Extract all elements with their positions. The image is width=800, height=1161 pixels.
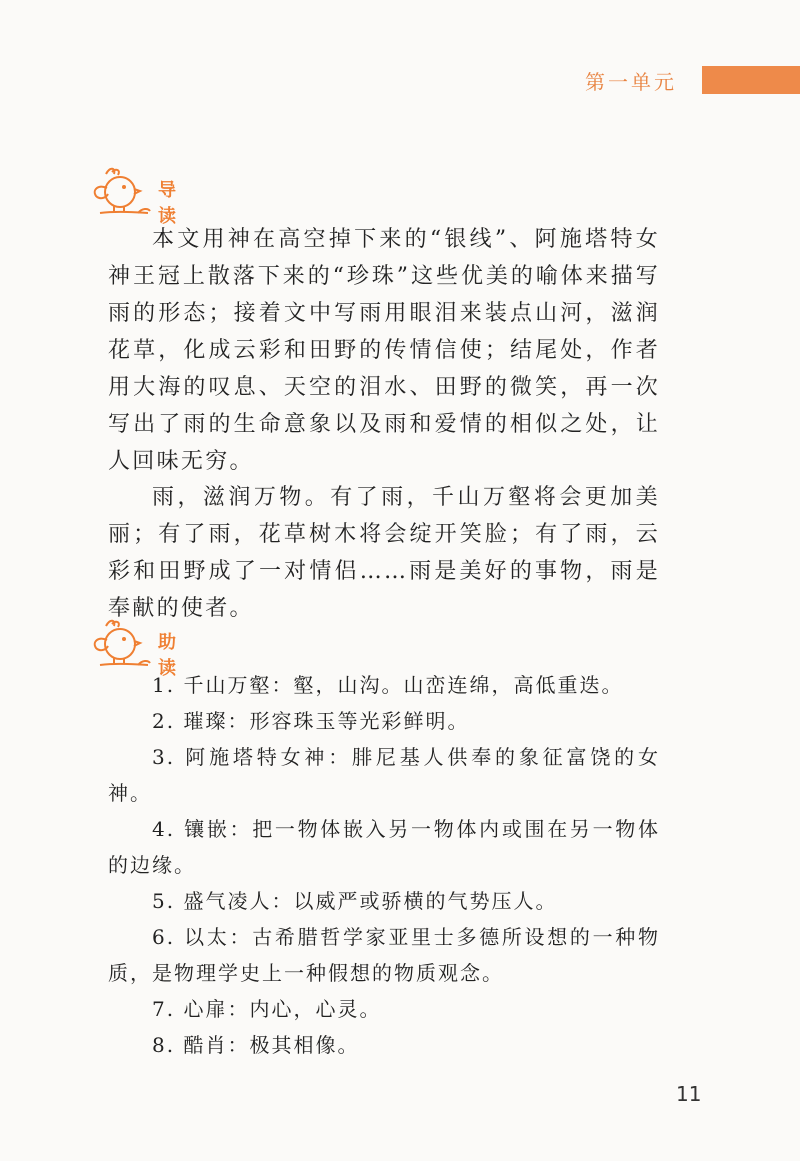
notes-title: 助读 (158, 632, 178, 679)
note-item: 6. 以太：古希腊哲学家亚里士多德所设想的一种物质，是物理学史上一种假想的物质观念。 (108, 925, 660, 985)
intro-paragraph-1: 本文用神在高空掉下来的“银线”、阿施塔特女神王冠上散落下来的“珍珠”这些优美的喻体来描写雨的形态；接着文中写雨用眼泪来装点山河，滋润花草，化成云彩和田野的传情信使；结尾处，作者用大海的叹息、天空的泪水、田野的微笑，再一次写出了雨的生命意象以及雨和爱情的相似之处，让人回味无穷。 (108, 227, 660, 474)
note-item: 7. 心扉：内心，心灵。 (152, 997, 382, 1021)
unit-title: 第一单元 (585, 70, 677, 94)
note-item: 1. 千山万壑：壑，山沟。山峦连绵，高低重迭。 (152, 673, 624, 697)
bird-on-branch-icon (86, 162, 154, 222)
note-item: 2. 璀璨：形容珠玉等光彩鲜明。 (152, 709, 470, 733)
note-item: 8. 酷肖：极其相像。 (152, 1033, 360, 1057)
intro-paragraph-2: 雨，滋润万物。有了雨，千山万壑将会更加美丽；有了雨，花草树木将会绽开笑脸；有了雨，云彩和田野成了一对情侣……雨是美好的事物，雨是奉献的使者。 (108, 485, 660, 621)
note-item: 4. 镶嵌：把一物体嵌入另一物体内或围在另一物体的边缘。 (108, 817, 660, 877)
unit-accent-bar (702, 66, 800, 94)
notes-list (108, 667, 660, 1063)
note-item: 5. 盛气凌人：以威严或骄横的气势压人。 (152, 889, 558, 913)
page-number: 11 (676, 1082, 702, 1106)
intro-title: 导读 (158, 180, 178, 227)
note-item: 3. 阿施塔特女神：腓尼基人供奉的象征富饶的女神。 (108, 745, 660, 805)
bird-on-branch-icon (86, 614, 154, 674)
